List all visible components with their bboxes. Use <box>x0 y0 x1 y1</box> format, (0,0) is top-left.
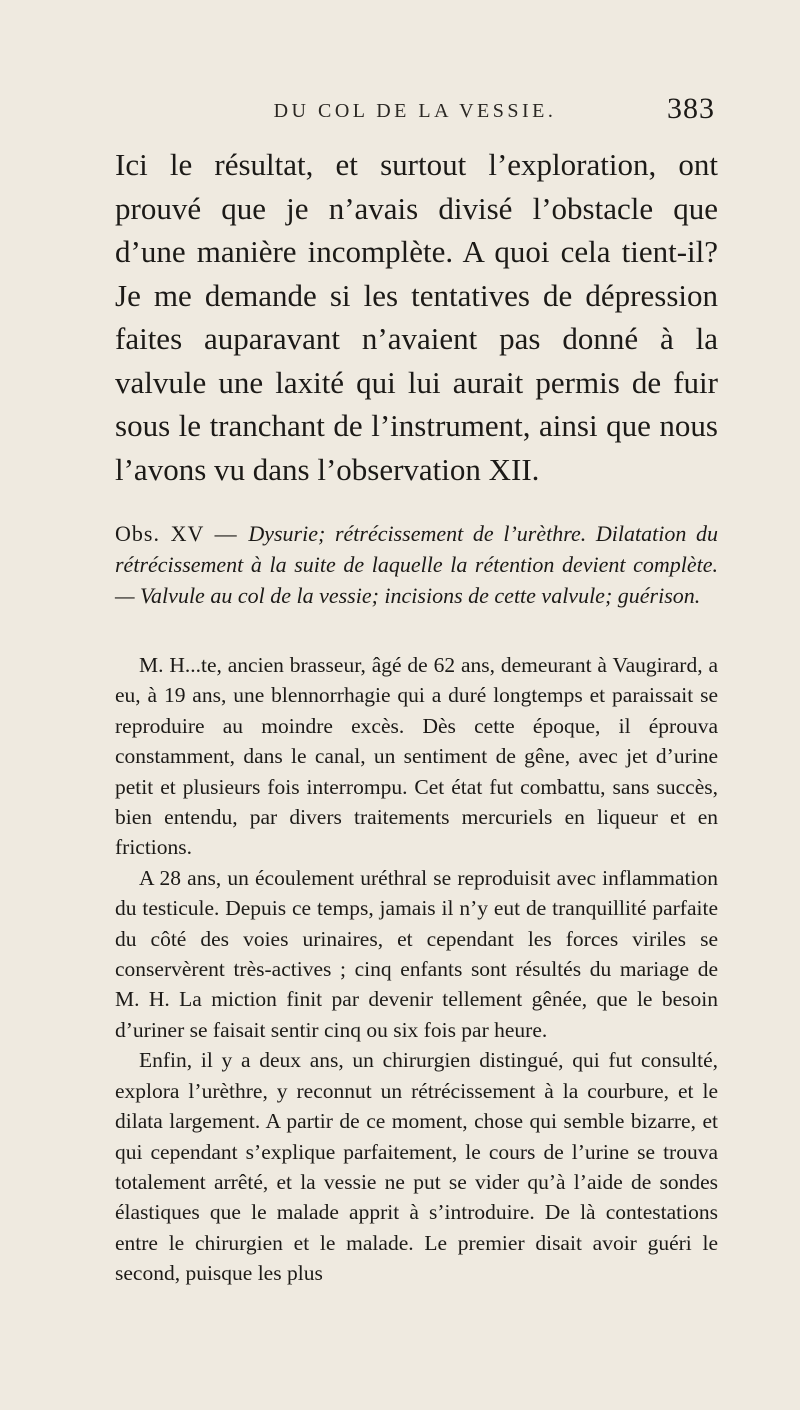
running-head <box>115 92 715 136</box>
body-text <box>115 650 718 1289</box>
observation-heading <box>115 518 718 611</box>
paragraph-3: Enfin, il y a deux ans, un chirurgien distingué, qui fut consulté, explora l’urèthre, y reconnut un rétrécissement à la courbure, et le dilata largement. A partir de ce moment, chose qui semble bizarre, et qui cependant s’explique parfaitement, le cours de l’urine se trouva totalement arrêté, et la vessie ne put se vider qu’à l’aide de sondes élastiques que le malade apprit à s’introduire. De là contestations entre le chirurgien et le malade. Le premier disait avoir guéri le second, puisque les plus <box>115 1048 718 1286</box>
page-number: 383 <box>667 92 715 125</box>
paragraph-1: M. H...te, ancien brasseur, âgé de 62 ans, demeurant à Vaugirard, a eu, à 19 ans, une blennorrhagie qui a duré longtemps et paraissait se reproduire au moindre excès. Dès cette époque, il éprouva constamment, dans le canal, un sentiment de gêne, avec jet d’urine petit et plusieurs fois interrompu. Cet état fut combattu, sans succès, bien entendu, par divers traitements mercuriels en liqueur et en frictions. <box>115 653 718 860</box>
observation-label: Obs. XV — <box>115 521 249 546</box>
running-title: DU COL DE LA VESSIE. <box>273 100 557 122</box>
paragraph-2: A 28 ans, un écoulement uréthral se reproduisit avec inflammation du testicule. Depuis ce temps, jamais il n’y eut de tranquillité parfaite du côté des voies urinaires, et cependant les forces viriles se conservèrent très-actives ; cinq enfants sont résultés du mariage de M. H. La miction finit par devenir tellement gênée, que le besoin d’uriner se faisait sentir cinq ou six fois par heure. <box>115 865 718 1042</box>
intro-paragraph: Ici le résultat, et surtout l’exploration, ont prouvé que je n’avais divisé l’obstacle que d’une manière incomplète. A quoi cela tient-il? Je me demande si les tentatives de dépression faites auparavant n’avaient pas donné à la valvule une laxité qui lui aurait permis de fuir sous le tranchant de l’instrument, ainsi que nous l’avons vu dans l’observation XII. <box>115 147 718 487</box>
observation-title: Dysurie; rétrécissement de l’urèthre. Dilatation du rétrécissement à la suite de laquelle la rétention devient complète. — Valvule au col de la vessie; incisions de cette valvule; guérison. <box>115 521 719 608</box>
